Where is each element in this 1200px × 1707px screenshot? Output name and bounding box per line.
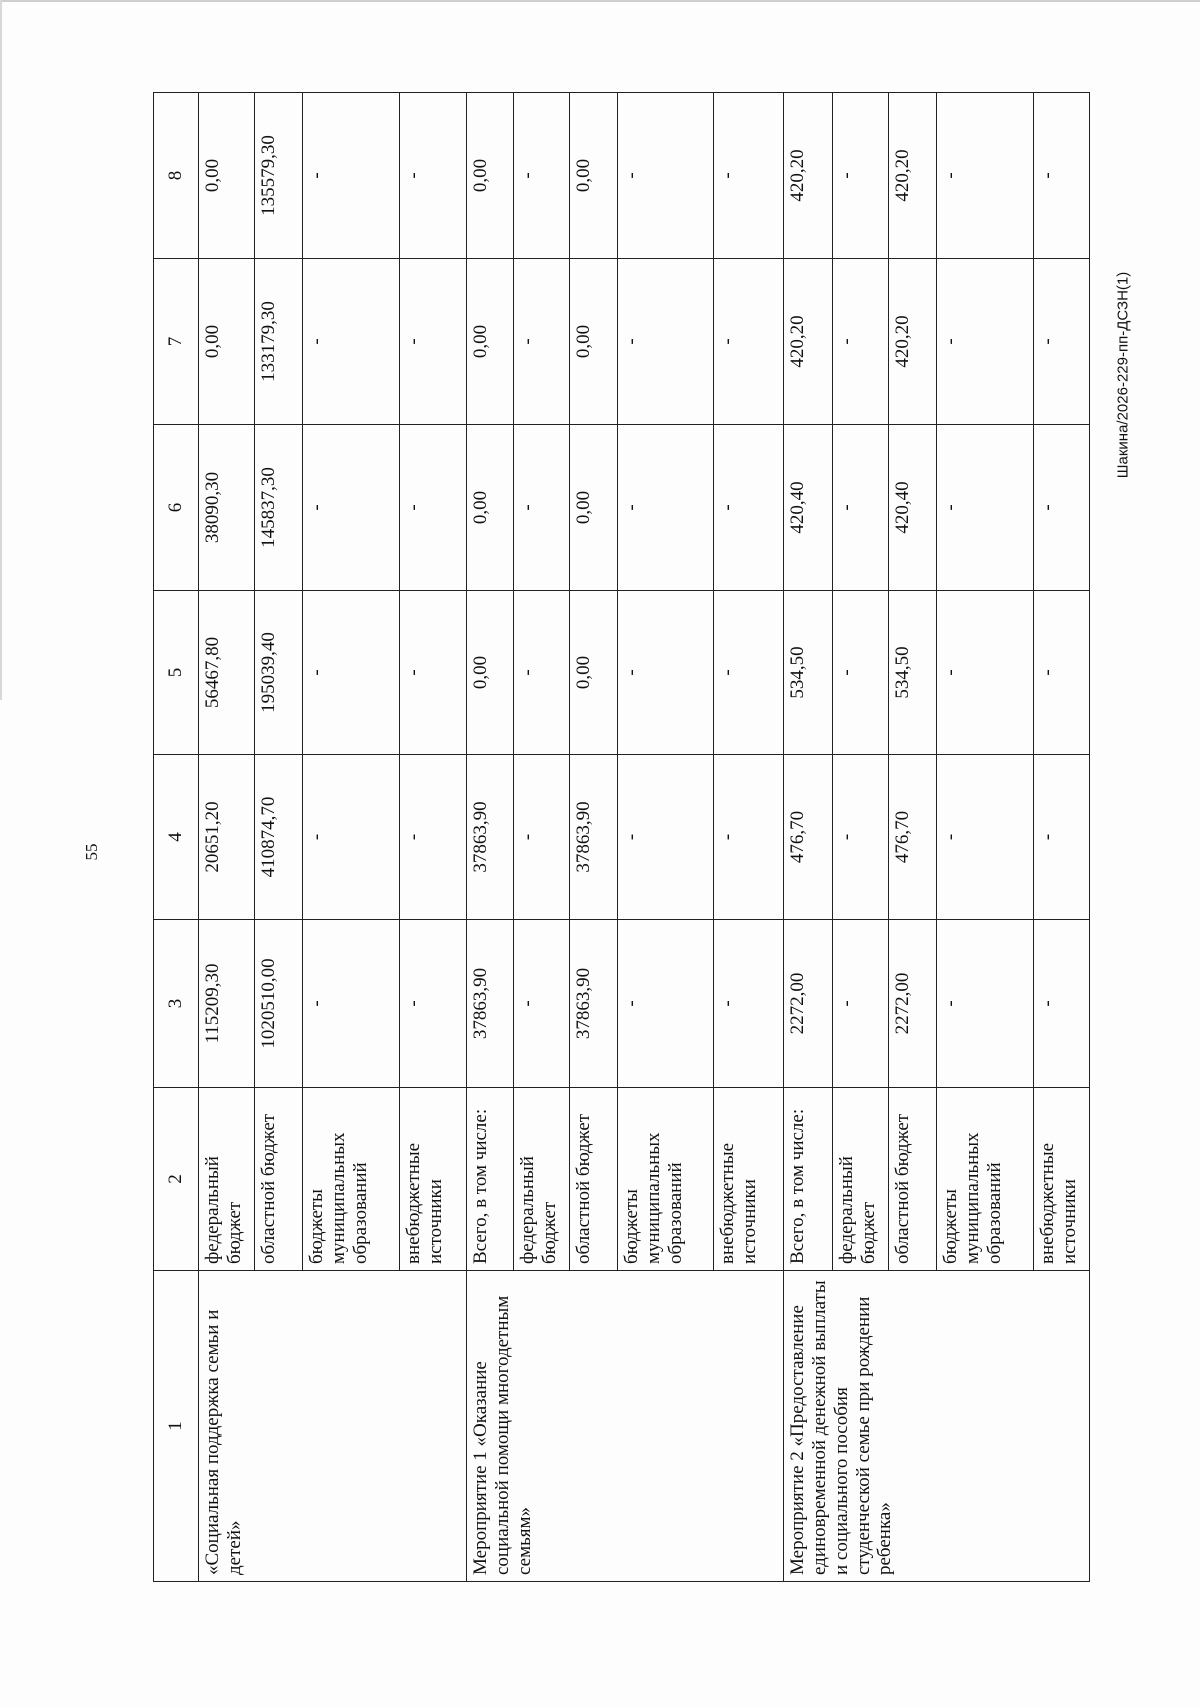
value-cell: -	[1034, 755, 1090, 920]
value-cell: 37863,90	[569, 920, 617, 1088]
value-cell: -	[399, 425, 466, 591]
value-cell: -	[833, 591, 889, 755]
value-cell: 0,00	[466, 425, 513, 591]
value-cell: -	[399, 259, 466, 425]
value-cell: -	[1034, 425, 1090, 591]
document-code: Шакина/2026-229-пп-ДСЗН(1)	[1114, 271, 1132, 479]
value-cell: 0,00	[466, 93, 513, 259]
value-cell: -	[937, 920, 1034, 1088]
column-header: 1	[154, 1271, 199, 1582]
value-cell: -	[618, 425, 714, 591]
value-cell: 145837,30	[254, 425, 302, 591]
value-cell: 20651,20	[199, 755, 255, 920]
value-cell: -	[1034, 591, 1090, 755]
value-cell: -	[713, 259, 783, 425]
value-cell: 476,70	[784, 755, 833, 920]
value-cell: -	[514, 920, 570, 1088]
value-cell: -	[713, 591, 783, 755]
funding-source-cell: федеральный бюджет	[199, 1088, 255, 1271]
value-cell: -	[833, 920, 889, 1088]
value-cell: -	[937, 425, 1034, 591]
value-cell: 37863,90	[466, 920, 513, 1088]
value-cell: -	[514, 755, 570, 920]
value-cell: 1020510,00	[254, 920, 302, 1088]
column-header: 4	[154, 755, 199, 920]
value-cell: -	[937, 591, 1034, 755]
value-cell: -	[1034, 93, 1090, 259]
program-name-cell: «Социальная поддержка семьи и детей»	[199, 1271, 467, 1582]
value-cell: 476,70	[889, 755, 937, 920]
funding-source-cell: Всего, в том числе:	[466, 1088, 513, 1271]
value-cell: 37863,90	[569, 755, 617, 920]
value-cell: 0,00	[199, 259, 255, 425]
value-cell: 115209,30	[199, 920, 255, 1088]
funding-source-cell: Всего, в том числе:	[784, 1088, 833, 1271]
value-cell: -	[303, 920, 400, 1088]
value-cell: -	[618, 93, 714, 259]
funding-source-cell: бюджеты муниципальных образований	[303, 1088, 400, 1271]
value-cell: 420,20	[889, 93, 937, 259]
value-cell: -	[514, 93, 570, 259]
value-cell: -	[713, 425, 783, 591]
program-name-cell: Мероприятие 1 «Оказание социальной помощи многодетным семьям»	[466, 1271, 783, 1582]
value-cell: -	[514, 259, 570, 425]
value-cell: 420,40	[889, 425, 937, 591]
column-header: 7	[154, 259, 199, 425]
value-cell: -	[303, 755, 400, 920]
value-cell: -	[713, 755, 783, 920]
value-cell: 0,00	[569, 591, 617, 755]
funding-source-cell: областной бюджет	[569, 1088, 617, 1271]
value-cell: -	[1034, 259, 1090, 425]
value-cell: -	[399, 93, 466, 259]
table-body	[154, 93, 1090, 1582]
value-cell: -	[514, 591, 570, 755]
value-cell: -	[833, 755, 889, 920]
scan-edge-left	[0, 0, 2, 700]
value-cell: -	[399, 755, 466, 920]
value-cell: -	[399, 591, 466, 755]
funding-source-cell: внебюджетные источники	[399, 1088, 466, 1271]
page-number: 55	[82, 843, 101, 861]
value-cell: 410874,70	[254, 755, 302, 920]
funding-source-cell: федеральный бюджет	[514, 1088, 570, 1271]
value-cell: 56467,80	[199, 591, 255, 755]
value-cell: 0,00	[466, 591, 513, 755]
value-cell: -	[303, 93, 400, 259]
value-cell: 534,50	[889, 591, 937, 755]
table-row	[199, 93, 255, 1582]
value-cell: 135579,30	[254, 93, 302, 259]
value-cell: -	[713, 920, 783, 1088]
value-cell: 0,00	[199, 93, 255, 259]
value-cell: -	[833, 425, 889, 591]
value-cell: -	[937, 93, 1034, 259]
value-cell: -	[618, 591, 714, 755]
rotated-table-container	[153, 93, 1090, 1582]
column-header: 2	[154, 1088, 199, 1271]
value-cell: -	[833, 93, 889, 259]
table-row	[466, 93, 513, 1582]
value-cell: 534,50	[784, 591, 833, 755]
value-cell: 0,00	[466, 259, 513, 425]
value-cell: 420,40	[784, 425, 833, 591]
column-header: 8	[154, 93, 199, 259]
value-cell: 0,00	[569, 259, 617, 425]
column-header: 5	[154, 591, 199, 755]
value-cell: -	[1034, 920, 1090, 1088]
funding-source-cell: областной бюджет	[254, 1088, 302, 1271]
value-cell: -	[618, 755, 714, 920]
value-cell: -	[399, 920, 466, 1088]
value-cell: 420,20	[889, 259, 937, 425]
value-cell: -	[713, 93, 783, 259]
value-cell: -	[303, 425, 400, 591]
value-cell: 2272,00	[889, 920, 937, 1088]
value-cell: -	[937, 259, 1034, 425]
column-header: 6	[154, 425, 199, 591]
value-cell: -	[618, 259, 714, 425]
value-cell: -	[833, 259, 889, 425]
funding-source-cell: бюджеты муниципальных образований	[937, 1088, 1034, 1271]
column-header: 3	[154, 920, 199, 1088]
value-cell: -	[618, 920, 714, 1088]
value-cell: -	[303, 591, 400, 755]
scan-edge-top	[0, 0, 1200, 2]
value-cell: 0,00	[569, 93, 617, 259]
value-cell: 420,20	[784, 93, 833, 259]
table-row	[784, 93, 833, 1582]
value-cell: 195039,40	[254, 591, 302, 755]
funding-source-cell: областной бюджет	[889, 1088, 937, 1271]
program-name-cell: Мероприятие 2 «Предоставление единовременной денежной выплаты и социального пособия студенческой семье при рождении ребенка»	[784, 1271, 1090, 1582]
header-row	[154, 93, 199, 1582]
value-cell: -	[514, 425, 570, 591]
value-cell: 37863,90	[466, 755, 513, 920]
value-cell: 38090,30	[199, 425, 255, 591]
funding-source-cell: федеральный бюджет	[833, 1088, 889, 1271]
budget-table	[153, 92, 1090, 1582]
value-cell: -	[937, 755, 1034, 920]
value-cell: 133179,30	[254, 259, 302, 425]
value-cell: 0,00	[569, 425, 617, 591]
value-cell: 420,20	[784, 259, 833, 425]
funding-source-cell: внебюджетные источники	[1034, 1088, 1090, 1271]
value-cell: 2272,00	[784, 920, 833, 1088]
funding-source-cell: бюджеты муниципальных образований	[618, 1088, 714, 1271]
funding-source-cell: внебюджетные источники	[713, 1088, 783, 1271]
value-cell: -	[303, 259, 400, 425]
